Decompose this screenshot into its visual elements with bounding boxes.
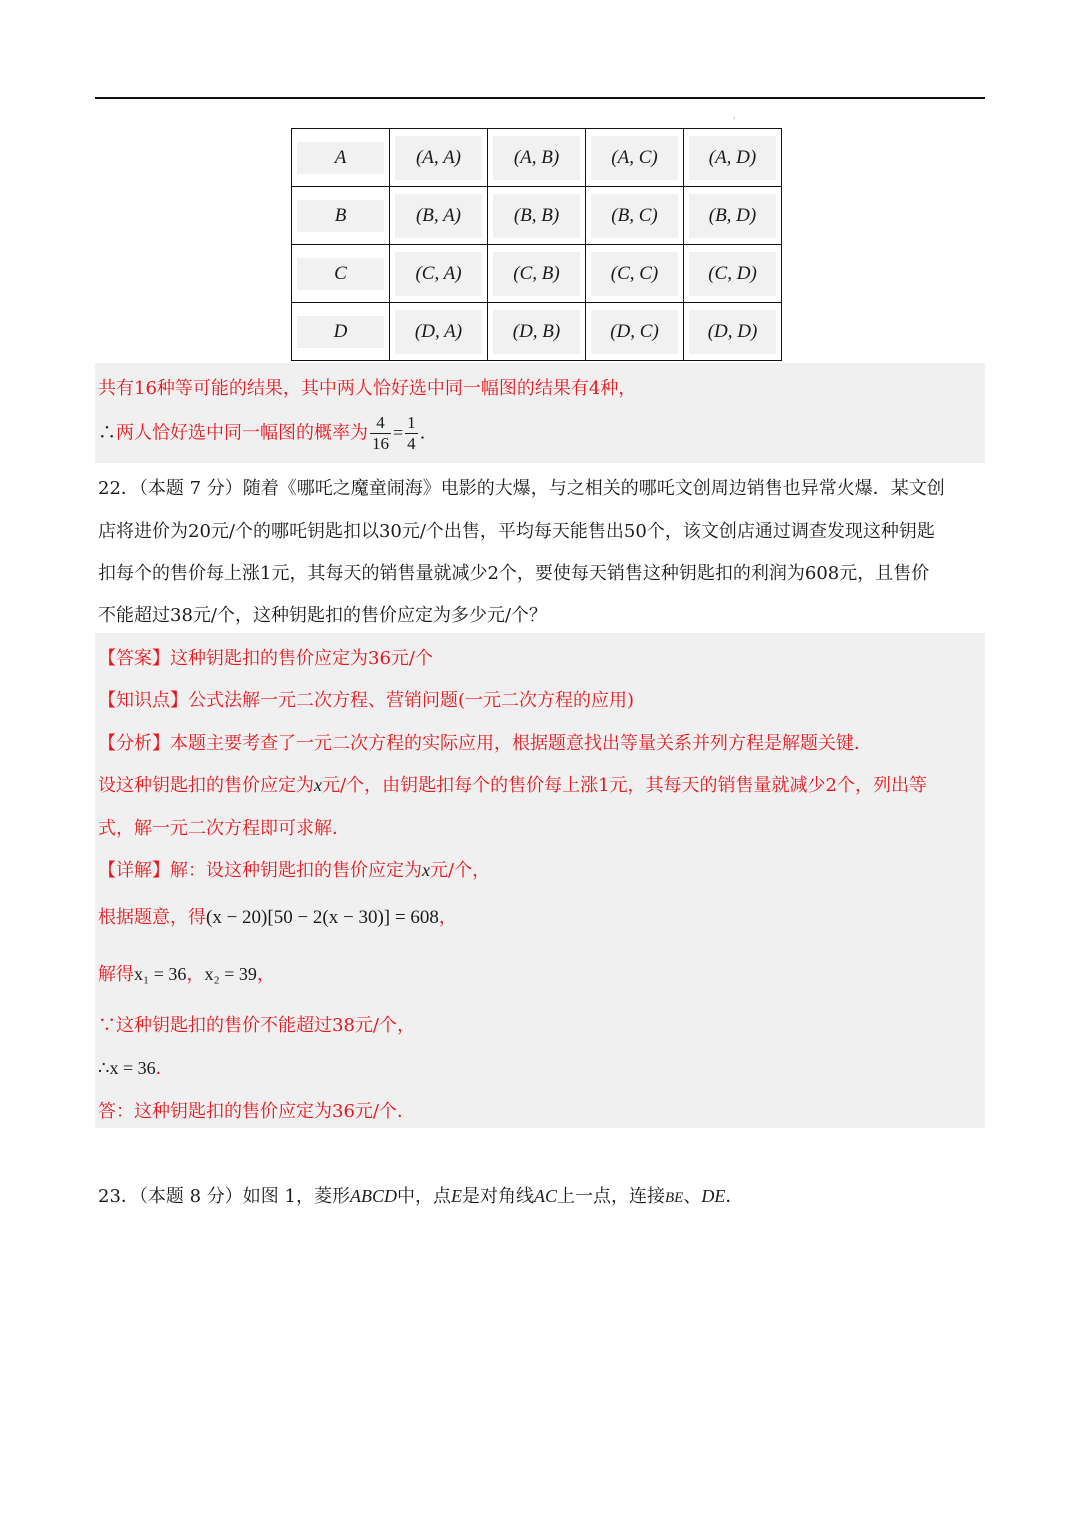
q22-knowledge: 【知识点】公式法解一元二次方程、营销问题(一元二次方程的应用) [98, 690, 635, 711]
q21-line2 [98, 413, 425, 454]
q22-equation-line [98, 903, 457, 929]
q22-because: ∵这种钥匙扣的售价不能超过38元/个， [98, 1015, 415, 1036]
cell-pair: (D, A) [414, 320, 463, 342]
equation: (x − 20)[50 − 2(x − 30)] = 608 [206, 907, 439, 928]
q23-text-c: 是对角线 [461, 1186, 534, 1207]
table-cell [684, 129, 782, 187]
cell-pair: (A, A) [415, 146, 462, 168]
row-header-label: A [334, 146, 347, 168]
equation-prefix: 根据题意，得 [98, 907, 206, 928]
fraction-1-4 [405, 413, 418, 454]
cell-pair: (C, D) [708, 262, 757, 284]
q23-text-f: ． [725, 1186, 744, 1207]
table-cell [390, 187, 488, 245]
q22-stem-line-2: 店将进价为20元/个的哪吒钥匙扣以30元/个出售，平均每天能售出50个，该文创店通过调查发现这种钥匙 [98, 521, 935, 542]
q22-answer: 【答案】这种钥匙扣的售价应定为36元/个 [98, 648, 433, 669]
cell-pair: (A, B) [513, 146, 560, 168]
table-cell [390, 303, 488, 361]
q22-detail [98, 856, 490, 882]
q22-analysis-line2 [98, 771, 927, 797]
var-x-2: x [422, 860, 430, 880]
result-dot: ． [155, 1058, 174, 1079]
table-cell [488, 303, 586, 361]
q23-abcd: ABCD [349, 1186, 397, 1206]
table-cell [488, 245, 586, 303]
root-sep: ， [186, 964, 205, 985]
detail-text-b: 元/个， [430, 860, 491, 881]
q23-text-e: 、 [683, 1186, 702, 1207]
q22-final: 答：这种钥匙扣的售价应定为36元/个． [98, 1101, 415, 1122]
solve-prefix: 解得 [98, 964, 134, 985]
cell-pair: (B, C) [611, 204, 658, 226]
table-row [292, 129, 782, 187]
analysis2-text-a: 设这种钥匙扣的售价应定为 [98, 775, 314, 796]
table-cell [684, 187, 782, 245]
stray-dot: · [733, 114, 736, 123]
q22-solve-line [98, 960, 275, 986]
root-x1: x₁ = 36 [134, 964, 187, 984]
var-x: x [314, 775, 322, 795]
table-cell [684, 245, 782, 303]
therefore-symbol: ∴ [98, 422, 116, 444]
fraction-4-16 [370, 413, 391, 454]
table-cell [488, 187, 586, 245]
frac1-den: 16 [372, 434, 389, 453]
cell-pair: (D, D) [707, 320, 758, 342]
q22-stem-line-3: 扣每个的售价每上涨1元，其每天的销售量就减少2个，要使每天销售这种钥匙扣的利润为608元，且售价 [98, 563, 930, 584]
therefore-symbol-2: ∴ [98, 1058, 110, 1079]
q23-text-b: 中，点 [396, 1186, 451, 1207]
cell-pair: (C, A) [415, 262, 462, 284]
q21-line2-text: 两人恰好选中同一幅图的概率为 [116, 422, 368, 444]
q23-e: E [450, 1186, 462, 1206]
cell-pair: (B, D) [708, 204, 757, 226]
table-cell [390, 129, 488, 187]
equals-sign: = [393, 422, 404, 443]
q21-line1: 共有16种等可能的结果，其中两人恰好选中同一幅图的结果有4种， [98, 378, 637, 399]
table-cell [488, 129, 586, 187]
q22-result-line [98, 1054, 174, 1080]
table-cell [586, 245, 684, 303]
row-header [292, 187, 390, 245]
row-header [292, 245, 390, 303]
cell-pair: (D, C) [610, 320, 659, 342]
table-cell [390, 245, 488, 303]
table-cell [684, 303, 782, 361]
table-row [292, 187, 782, 245]
q23-text-a: 23．（本题 8 分）如图 1，菱形 [98, 1186, 350, 1207]
row-header-label: B [334, 204, 347, 226]
q23-stem [98, 1182, 743, 1208]
root-comma: ， [256, 964, 275, 985]
q23-ac: AC [533, 1186, 557, 1206]
q23-be: BE [665, 1190, 684, 1206]
cell-pair: (C, C) [610, 262, 659, 284]
cell-pair: (A, D) [708, 146, 757, 168]
frac2-den: 4 [407, 434, 416, 453]
detail-text-a: 【详解】解：设这种钥匙扣的售价应定为 [98, 860, 422, 881]
table-cell [586, 187, 684, 245]
cell-pair: (A, C) [611, 146, 658, 168]
frac2-num: 1 [407, 413, 416, 432]
q23-text-d: 上一点，连接 [557, 1186, 665, 1207]
table-row [292, 245, 782, 303]
q22-analysis: 【分析】本题主要考查了一元二次方程的实际应用，根据题意找出等量关系并列方程是解题关键． [98, 733, 872, 754]
q21-period: . [419, 422, 426, 444]
result-x: x = 36 [109, 1058, 156, 1078]
equation-comma: ， [438, 907, 457, 928]
cell-pair: (C, B) [513, 262, 560, 284]
outcome-table [291, 128, 782, 361]
cell-pair: (B, B) [513, 204, 560, 226]
row-header [292, 129, 390, 187]
table-row [292, 303, 782, 361]
table-cell [586, 303, 684, 361]
header-rule [95, 97, 985, 99]
row-header-label: D [333, 320, 348, 342]
frac1-num: 4 [370, 413, 391, 434]
q22-analysis-line3: 式，解一元二次方程即可求解． [98, 818, 350, 839]
q23-de: DE [701, 1186, 726, 1206]
q22-stem-line-1: 22．（本题 7 分）随着《哪吒之魔童闹海》电影的大爆，与之相关的哪吒文创周边销售也异常火爆．某文创 [98, 478, 945, 499]
row-header [292, 303, 390, 361]
q22-stem-line-4: 不能超过38元/个，这种钥匙扣的售价应定为多少元/个？ [98, 605, 548, 626]
cell-pair: (B, A) [415, 204, 462, 226]
analysis2-text-b: 元/个，由钥匙扣每个的售价每上涨1元，其每天的销售量就减少2个，列出等 [322, 775, 927, 796]
root-x2: x₂ = 39 [204, 964, 257, 984]
table-cell [586, 129, 684, 187]
cell-pair: (D, B) [512, 320, 561, 342]
row-header-label: C [334, 262, 347, 284]
